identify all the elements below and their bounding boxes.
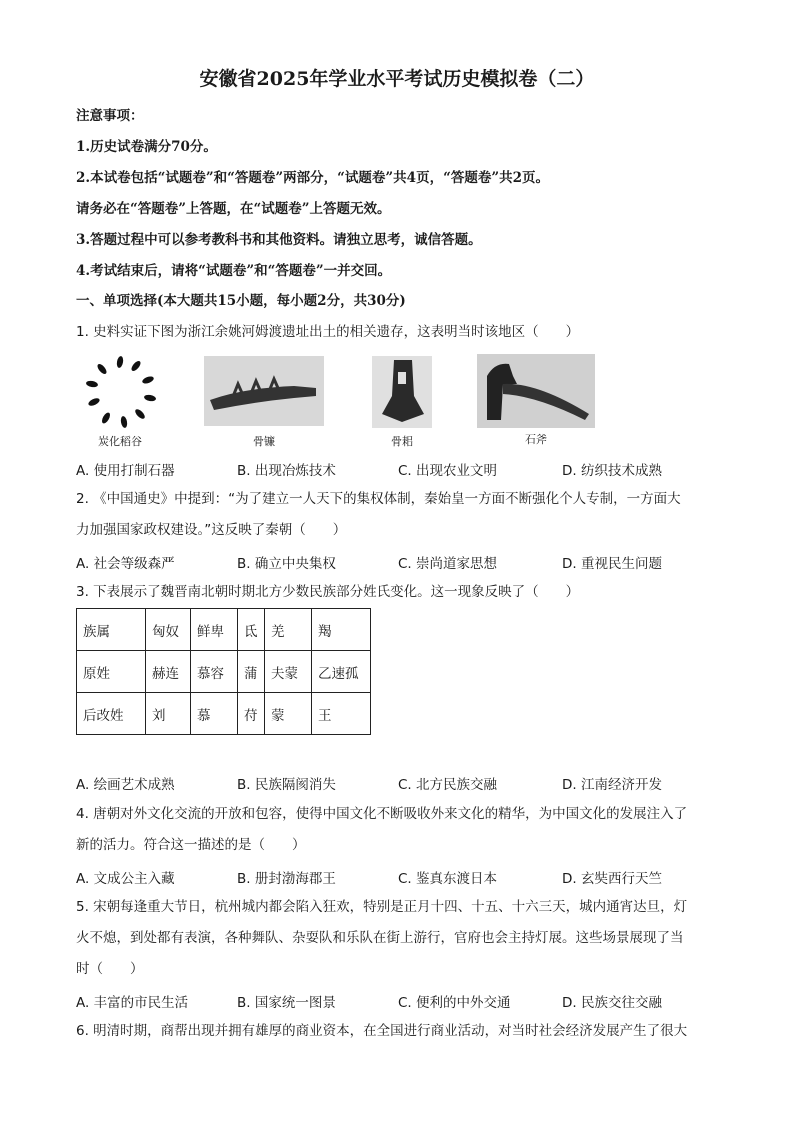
question-6-stem: 6. 明清时期，商帮出现并拥有雄厚的商业资本，在全国进行商业活动，对当时社会经济发展产生了很大 (76, 1023, 688, 1039)
caption-rice: 炭化稻谷 (98, 435, 142, 448)
question-5-stem: 5. 宋朝每逢重大节日，杭州城内都会陷入狂欢，特别是正月十四、十五、十六三天，城内通宵达旦，灯 (76, 899, 688, 915)
notice-item: 1.历史试卷满分70分。 (76, 139, 217, 155)
table-cell: 慕容 (191, 651, 238, 693)
option-b[interactable]: B. 民族隔阂消失 (237, 777, 336, 793)
section-heading: 一、单项选择(本大题共15小题，每小题2分，共30分) (76, 293, 406, 309)
option-c[interactable]: C. 出现农业文明 (398, 463, 498, 479)
table-row (77, 609, 371, 651)
notice-item: 2.本试卷包括“试题卷”和“答题卷”两部分，“试题卷”共4页，“答题卷”共2页。 (76, 170, 550, 186)
question-5-stem: 时（ ） (76, 961, 144, 977)
option-a[interactable]: A. 文成公主入藏 (76, 871, 175, 887)
table-cell: 赫连 (146, 651, 191, 693)
notice-heading: 注意事项： (76, 108, 144, 124)
question-5-stem: 火不熄，到处都有表演，各种舞队、杂耍队和乐队在街上游行，官府也会主持灯展。这些场景展现了当 (76, 930, 684, 946)
caption-bone-sickle: 骨镰 (253, 435, 275, 448)
question-1-options (76, 459, 716, 477)
option-d[interactable]: D. 玄奘西行天竺 (562, 871, 662, 887)
notice-item: 3.答题过程中可以参考教科书和其他资料。请独立思考，诚信答题。 (76, 232, 482, 248)
question-2-options (76, 552, 716, 570)
option-d[interactable]: D. 纺织技术成熟 (562, 463, 662, 479)
option-b[interactable]: B. 确立中央集权 (237, 556, 336, 572)
table-cell: 族属 (77, 609, 146, 651)
table-cell: 匈奴 (146, 609, 191, 651)
question-3-stem: 3. 下表展示了魏晋南北朝时期北方少数民族部分姓氏变化。这一现象反映了（ ） (76, 584, 580, 600)
notice-item: 4.考试结束后，请将“试题卷”和“答题卷”一并交回。 (76, 263, 392, 279)
table-cell: 慕 (191, 693, 238, 735)
caption-stone-axe: 石斧 (525, 433, 547, 446)
option-a[interactable]: A. 绘画艺术成熟 (76, 777, 175, 793)
option-c[interactable]: C. 崇尚道家思想 (398, 556, 498, 572)
table-cell: 鲜卑 (191, 609, 238, 651)
page-title: 安徽省2025年学业水平考试历史模拟卷（二） (199, 68, 595, 90)
table-cell: 原姓 (77, 651, 146, 693)
question-2-stem: 2. 《中国通史》中提到：“为了建立一人天下的集权体制，秦始皇一方面不断强化个人专制，一方面大 (76, 491, 681, 507)
table-cell: 夫蒙 (265, 651, 312, 693)
option-b[interactable]: B. 出现冶炼技术 (237, 463, 336, 479)
table-row (77, 651, 371, 693)
notice-item: 请务必在“答题卷”上答题，在“试题卷”上答题无效。 (76, 201, 391, 217)
table-cell: 羯 (312, 609, 371, 651)
table-cell: 王 (312, 693, 371, 735)
table-cell: 蒙 (265, 693, 312, 735)
table-cell: 乙速孤 (312, 651, 371, 693)
question-4-options (76, 867, 716, 885)
bone-spade-image (372, 356, 432, 428)
table-cell: 刘 (146, 693, 191, 735)
question-3-options (76, 773, 716, 791)
option-c[interactable]: C. 鉴真东渡日本 (398, 871, 498, 887)
carbonized-rice-image (80, 354, 160, 430)
option-a[interactable]: A. 社会等级森严 (76, 556, 175, 572)
question-5-options (76, 991, 716, 1009)
option-c[interactable]: C. 便利的中外交通 (398, 995, 511, 1011)
stone-axe-image (477, 354, 595, 428)
question-2-stem: 力加强国家政权建设。”这反映了秦朝（ ） (76, 522, 347, 538)
question-1-stem: 1. 史料实证下图为浙江余姚河姆渡遗址出土的相关遗存，这表明当时该地区（ ） (76, 324, 580, 340)
option-a[interactable]: A. 使用打制石器 (76, 463, 175, 479)
table-cell: 羌 (265, 609, 312, 651)
option-b[interactable]: B. 国家统一图景 (237, 995, 336, 1011)
bone-sickle-image (204, 356, 324, 426)
table-cell: 苻 (238, 693, 265, 735)
question-4-stem: 新的活力。符合这一描述的是（ ） (76, 837, 306, 853)
option-d[interactable]: D. 江南经济开发 (562, 777, 662, 793)
table-cell: 蒲 (238, 651, 265, 693)
question-4-stem: 4. 唐朝对外文化交流的开放和包容，使得中国文化不断吸收外来文化的精华，为中国文化的发展注入了 (76, 806, 688, 822)
option-d[interactable]: D. 民族交往交融 (562, 995, 662, 1011)
table-row (77, 693, 371, 735)
option-d[interactable]: D. 重视民生问题 (562, 556, 662, 572)
surname-table (76, 608, 371, 735)
table-cell: 氐 (238, 609, 265, 651)
option-b[interactable]: B. 册封渤海郡王 (237, 871, 336, 887)
option-a[interactable]: A. 丰富的市民生活 (76, 995, 189, 1011)
option-c[interactable]: C. 北方民族交融 (398, 777, 498, 793)
caption-bone-spade: 骨耜 (391, 435, 413, 448)
table-cell: 后改姓 (77, 693, 146, 735)
